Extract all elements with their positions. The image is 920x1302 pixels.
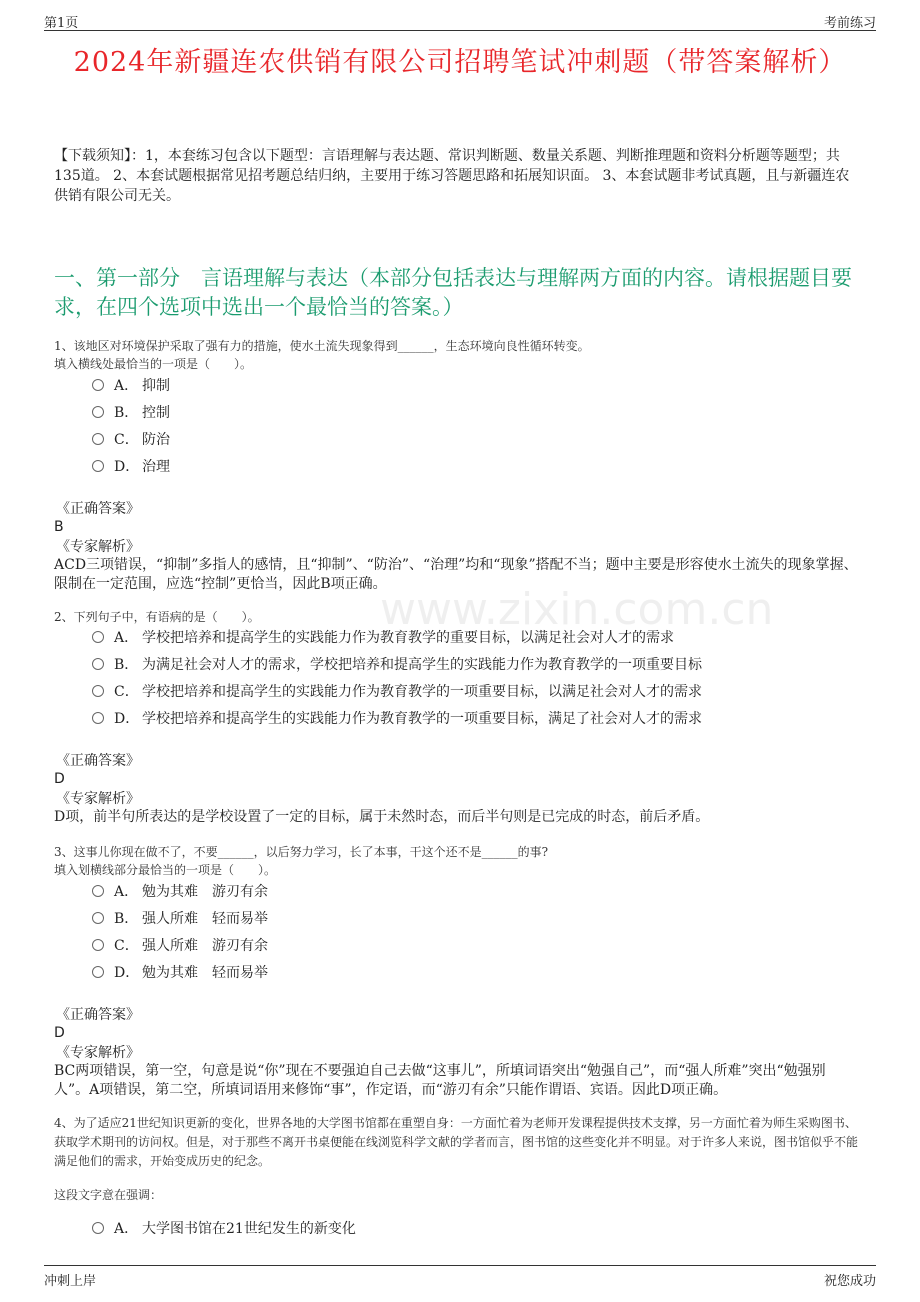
radio-icon[interactable]: [92, 685, 104, 697]
q3-answer: D: [54, 1025, 65, 1041]
document-title: 2024年新疆连农供销有限公司招聘笔试冲刺题（带答案解析）: [73, 47, 847, 78]
q1-answer: B: [54, 519, 64, 535]
q3-answer-label: 《正确答案》: [56, 1007, 140, 1023]
question-2-stem: [54, 608, 864, 626]
q1-answer-label: 《正确答案》: [56, 501, 140, 517]
q3-analysis-label: 《专家解析》: [56, 1045, 140, 1061]
q2-option-a[interactable]: A． 学校把培养和提高学生的实践能力作为教育教学的重要目标，以满足社会对人才的需求: [92, 628, 674, 648]
q2-answer-label: 《正确答案》: [56, 753, 140, 769]
q1-analysis: ACD三项错误，“抑制”多指人的感情，且“抑制”、“防治”、“治理”均和“现象”搭配不当；题中主要是形容使水土流失的现象掌握、限制在一定范围，应选“控制”更恰当，因此B项正确。: [54, 557, 858, 592]
question-prompt: 填入划横线部分最恰当的一项是（ ）。: [54, 863, 277, 877]
radio-icon[interactable]: [92, 631, 104, 643]
q3-analysis: BC两项错误，第一空，句意是说“你”现在不要强迫自己去做“这事儿”，所填词语突出“勉强自己”，而“强人所难”突出“勉强别人”。A项错误，第二空，所填词语用来修饰“事”，作定语，而“游刃有余”只能作谓语、宾语。因此D项正确。: [54, 1063, 826, 1098]
question-text: 1、该地区对环境保护采取了强有力的措施，使水土流失现象得到______，生态环境向良性循环转变。: [54, 339, 590, 353]
radio-icon[interactable]: [92, 379, 104, 391]
q3-option-c[interactable]: C． 强人所难 游刃有余: [92, 936, 268, 956]
radio-icon[interactable]: [92, 433, 104, 445]
question-prompt: 填入横线处最恰当的一项是（ ）。: [54, 357, 253, 371]
radio-icon[interactable]: [92, 912, 104, 924]
q2-option-b[interactable]: B． 为满足社会对人才的需求，学校把培养和提高学生的实践能力作为教育教学的一项重要目标: [92, 655, 702, 675]
page-footer: [44, 1265, 876, 1288]
radio-icon[interactable]: [92, 966, 104, 978]
q1-analysis-label: 《专家解析》: [56, 539, 140, 555]
q3-option-d[interactable]: D． 勉为其难 轻而易举: [92, 963, 268, 983]
watermark: www.zixin.com.cn: [380, 584, 774, 635]
q2-analysis-label: 《专家解析》: [56, 791, 140, 807]
q1-option-a[interactable]: A． 抑制: [92, 376, 170, 396]
section-heading: 一、第一部分 言语理解与表达（本部分包括表达与理解两方面的内容。请根据题目要求，在四个选项中选出一个最恰当的答案。）: [54, 266, 852, 319]
q2-analysis: D项，前半句所表达的是学校设置了一定的目标，属于未然时态，而后半句则是已完成的时态，前后矛盾。: [54, 809, 710, 825]
q3-option-b[interactable]: B． 强人所难 轻而易举: [92, 909, 268, 929]
q3-option-a[interactable]: A． 勉为其难 游刃有余: [92, 882, 268, 902]
header-tag: 考前练习: [823, 16, 876, 31]
radio-icon[interactable]: [92, 885, 104, 897]
question-3-stem: [54, 843, 864, 879]
footer-right: 祝您成功: [823, 1274, 876, 1289]
page-header: [44, 8, 876, 31]
download-notice: 【下载须知】：1，本套练习包含以下题型：言语理解与表达题、常识判断题、数量关系题、判断推理题和资料分析题等题型；共135道。 2、本套试题根据常见招考题总结归纳，主要用于练习答题思路和拓展知识面。 3、本套试题非考试真题，且与新疆连农供销有限公司无关。: [54, 148, 850, 204]
q4-option-a[interactable]: A． 大学图书馆在21世纪发生的新变化: [92, 1219, 356, 1239]
q1-option-d[interactable]: D． 治理: [92, 457, 170, 477]
q2-option-c[interactable]: C． 学校把培养和提高学生的实践能力作为教育教学的一项重要目标，以满足社会对人才的需求: [92, 682, 702, 702]
q1-option-c[interactable]: C． 防治: [92, 430, 170, 450]
question-text: 2、下列句子中，有语病的是（ ）。: [54, 610, 260, 624]
radio-icon[interactable]: [92, 406, 104, 418]
question-text: 3、这事儿你现在做不了，不要______，以后努力学习，长了本事，干这个还不是______的事?: [54, 845, 549, 859]
footer-left: 冲刺上岸: [44, 1274, 97, 1289]
radio-icon[interactable]: [92, 460, 104, 472]
q2-answer: D: [54, 771, 65, 787]
question-4-stem: 4、为了适应21世纪知识更新的变化，世界各地的大学图书馆都在重塑自身：一方面忙着为老师开发课程提供技术支撑，另一方面忙着为师生采购图书、获取学术期刊的访问权。但是，对于那些不离开书桌便能在线浏览科学文献的学者而言，图书馆的这些变化并不明显。对于许多人来说，图书馆似乎不能满足他们的需求，开始变成历史的纪念。: [54, 1116, 859, 1168]
q2-option-d[interactable]: D． 学校把培养和提高学生的实践能力作为教育教学的一项重要目标，满足了社会对人才的需求: [92, 709, 702, 729]
question-4-prompt: 这段文字意在强调：: [54, 1188, 163, 1202]
question-1-stem: [54, 337, 864, 373]
radio-icon[interactable]: [92, 939, 104, 951]
page-number: 第1页: [44, 16, 79, 31]
radio-icon[interactable]: [92, 658, 104, 670]
q1-option-b[interactable]: B． 控制: [92, 403, 170, 423]
radio-icon[interactable]: [92, 712, 104, 724]
radio-icon[interactable]: [92, 1222, 104, 1234]
